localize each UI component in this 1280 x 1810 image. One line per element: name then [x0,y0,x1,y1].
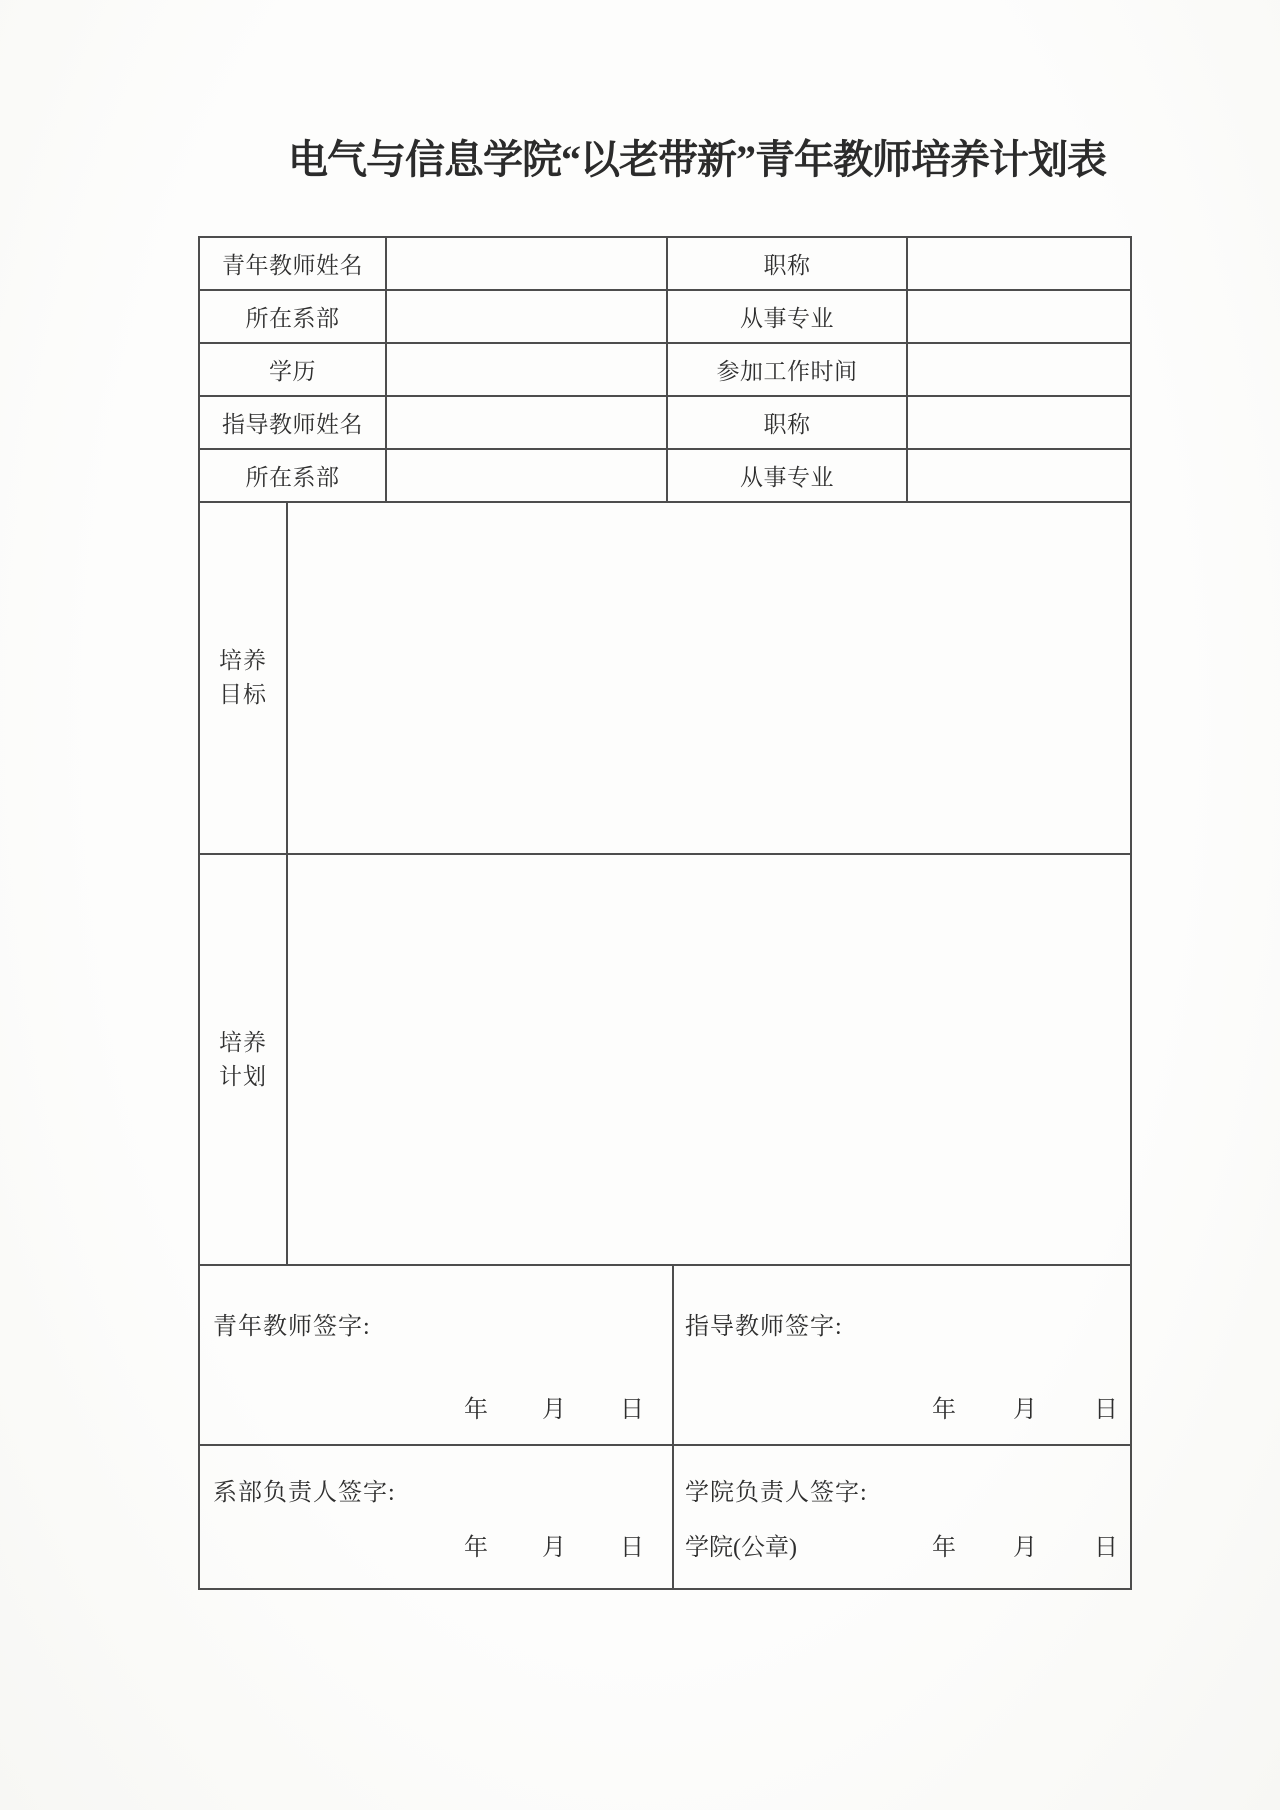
department-head-signature-date [464,1527,672,1562]
young-teacher-signature-label: 青年教师签字: [213,1314,371,1340]
year-label: 年 [464,1535,488,1561]
college-head-signature-date [932,1527,1130,1562]
young-teacher-name-label: 青年教师姓名 [200,238,387,289]
specialty-label: 从事专业 [668,291,908,342]
training-plan-label-line1: 培养 [219,1029,267,1055]
advisor-signature-date [932,1389,1130,1424]
advisor-title-field[interactable] [908,397,1130,448]
department-label: 所在系部 [200,291,387,342]
table-row-young-teacher [200,238,1130,291]
education-label: 学历 [200,344,387,395]
year-label: 年 [464,1397,488,1423]
college-seal-date-line [685,1527,1130,1562]
table-row-training-plan [200,855,1130,1266]
department-head-signature-label: 系部负责人签字: [213,1480,396,1506]
form-title: 电气与信息学院“以老带新”青年教师培养计划表 [288,137,1106,182]
young-teacher-name-field[interactable] [387,238,668,289]
training-goal-field[interactable] [288,503,1130,853]
table-row-training-goal [200,503,1130,855]
day-label: 日 [1094,1535,1118,1561]
professional-title-label: 职称 [668,238,908,289]
college-head-signature-label: 学院负责人签字: [685,1480,868,1506]
education-field[interactable] [387,344,668,395]
advisor-department-field[interactable] [387,450,668,501]
specialty-field[interactable] [908,291,1130,342]
advisor-name-field[interactable] [387,397,668,448]
table-row-advisor [200,397,1130,450]
college-seal-label: 学院(公章) [685,1535,797,1561]
advisor-signature-cell[interactable] [674,1266,1130,1444]
month-label: 月 [1013,1397,1037,1423]
young-teacher-signature-cell[interactable] [200,1266,674,1444]
advisor-name-label: 指导教师姓名 [200,397,387,448]
table-row-signatures-teachers [200,1266,1130,1446]
training-plan-label [200,855,288,1264]
table-row-department [200,291,1130,344]
work-start-time-label: 参加工作时间 [668,344,908,395]
advisor-specialty-field[interactable] [908,450,1130,501]
table-row-advisor-department [200,450,1130,503]
day-label: 日 [620,1397,644,1423]
advisor-department-label: 所在系部 [200,450,387,501]
department-head-signature-cell[interactable] [200,1446,674,1588]
table-row-signatures-heads [200,1446,1130,1588]
day-label: 日 [620,1535,644,1561]
department-field[interactable] [387,291,668,342]
training-goal-label-line1: 培养 [219,648,267,673]
month-label: 月 [1013,1535,1037,1561]
work-start-time-field[interactable] [908,344,1130,395]
month-label: 月 [542,1397,566,1423]
training-goal-label-line2: 目标 [219,682,267,707]
training-plan-label-line2: 计划 [219,1063,267,1089]
young-teacher-signature-date [464,1389,672,1424]
month-label: 月 [542,1535,566,1561]
training-plan-field[interactable] [288,855,1130,1264]
year-label: 年 [932,1397,956,1423]
college-head-signature-cell[interactable] [674,1446,1130,1588]
training-goal-label [200,503,288,853]
training-plan-table [198,236,1132,1590]
year-label: 年 [932,1535,956,1561]
advisor-title-label: 职称 [668,397,908,448]
advisor-signature-label: 指导教师签字: [685,1314,843,1340]
professional-title-field[interactable] [908,238,1130,289]
table-row-education [200,344,1130,397]
day-label: 日 [1094,1397,1118,1423]
advisor-specialty-label: 从事专业 [668,450,908,501]
